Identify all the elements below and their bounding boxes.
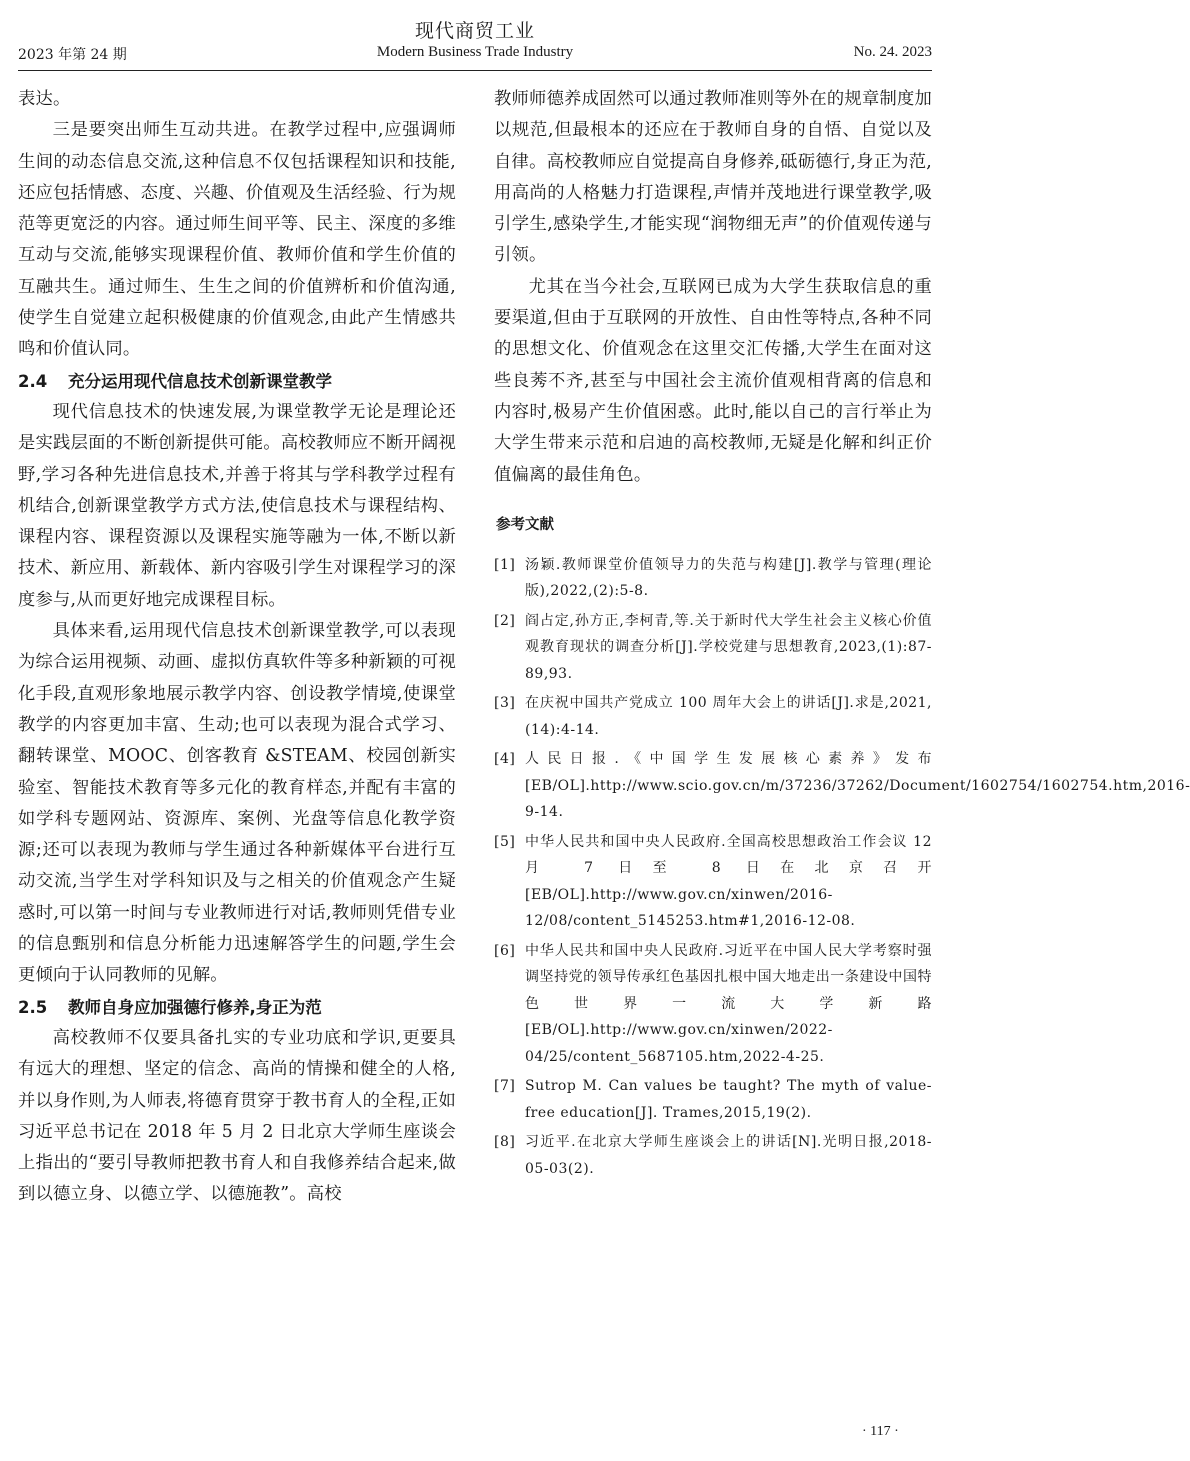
section-heading-2-5 [18, 992, 456, 1023]
reference-text: 在庆祝中国共产党成立 100 周年大会上的讲话[J].求是,2021,(14):4-14. [525, 695, 932, 738]
reference-text: 中华人民共和国中央人民政府.习近平在中国人民大学考察时强调坚持党的领导传承红色基因扎根中国大地走出一条建设中国特色世界一流大学新路[EB/OL].http://www.gov.cn/xinwen/2022-04/25/content_5687105.htm,2022-4-25. [525, 942, 932, 1065]
section-title: 充分运用现代信息技术创新课堂教学 [68, 371, 332, 391]
paragraph: 具体来看,运用现代信息技术创新课堂教学,可以表现为综合运用视频、动画、虚拟仿真软件等多种新颖的可视化手段,直观形象地展示教学内容、创设教学情境,使课堂教学的内容更加丰富、生动;也可以表现为混合式学习、翻转课堂、MOOC、创客教育 &STEAM、校园创新实验室、智能技术教育等多元化的教育样态,并配有丰富的如学科专题网站、资源库、案例、光盘等信息化教学资源;还可以表现为教师与学生通过各种新媒体平台进行互动交流,当学生对学科知识及与之相关的价值观念产生疑惑时,可以第一时间与专业教师进行对话,教师则凭借专业的信息甄别和信息分析能力迅速解答学生的问题,学生会更倾向于认同教师的见解。 [18, 621, 456, 986]
left-column [18, 84, 456, 1211]
page-number: · 117 · [862, 1424, 899, 1439]
reference-item [494, 1129, 932, 1182]
paragraph: 现代信息技术的快速发展,为课堂教学无论是理论还是实践层面的不断创新提供可能。高校教师应不断开阔视野,学习各种先进信息技术,并善于将其与学科教学过程有机结合,创新课堂教学方式方法,使信息技术与课程结构、课程内容、课程资源以及课程实施等融为一体,不断以新技术、新应用、新载体、新内容吸引学生对课程学习的深度参与,从而更好地完成课程目标。 [18, 401, 456, 610]
section-number: 2.5 [18, 997, 48, 1017]
reference-index: [1] [494, 556, 516, 573]
reference-text: 中华人民共和国中央人民政府.全国高校思想政治工作会议 12 月 7 日至 8 日在北京召开[EB/OL].http://www.gov.cn/xinwen/2016-12/08/content_5145253.htm#1,2016-12-08. [525, 833, 932, 930]
reference-index: [4] [494, 751, 516, 768]
reference-index: [2] [494, 612, 516, 629]
references-heading: 参考文献 [496, 516, 554, 533]
reference-index: [5] [494, 833, 516, 850]
reference-text: Sutrop M. Can values be taught? The myth of value-free education[J]. Trames,2015,19(2). [525, 1078, 932, 1121]
running-header [18, 44, 932, 66]
journal-title: 现代商贸工业 [414, 20, 535, 42]
reference-index: [8] [494, 1134, 516, 1151]
issue-number: No. 24. 2023 [853, 44, 932, 60]
paragraph: 表达。 [18, 89, 71, 109]
paragraph: 尤其在当今社会,互联网已成为大学生获取信息的重要渠道,但由于互联网的开放性、自由性等特点,各种不同的思想文化、价值观念在这里交汇传播,大学生在面对这些良莠不齐,甚至与中国社会主流价值观相背离的信息和内容时,极易产生价值困惑。此时,能以自己的言行举止为大学生带来示范和启迪的高校教师,无疑是化解和纠正价值偏离的最佳角色。 [494, 276, 932, 485]
reference-item [494, 746, 1190, 826]
header-divider [18, 70, 932, 71]
reference-text: 汤颖.教师课堂价值领导力的失范与构建[J].教学与管理(理论版),2022,(2):5-8. [525, 556, 932, 600]
reference-item [494, 552, 932, 605]
paragraph: 三是要突出师生互动共进。在教学过程中,应强调师生间的动态信息交流,这种信息不仅包括课程知识和技能,还应包括情感、态度、兴趣、价值观及生活经验、行为规范等更宽泛的内容。通过师生间平等、民主、深度的多维互动与交流,能够实现课程价值、教师价值和学生价值的互融共生。通过师生、生生之间的价值辨析和价值沟通,使学生自觉建立起积极健康的价值观念,由此产生情感共鸣和价值认同。 [18, 120, 456, 360]
right-column [494, 84, 1190, 1185]
reference-item [494, 829, 932, 935]
section-heading-2-4 [18, 366, 456, 397]
reference-text: 人民日报.《中国学生发展核心素养》发布[EB/OL].http://www.scio.gov.cn/m/37236/37262/Document/1602754/1602754.htm,2016-9-14. [525, 751, 1190, 821]
section-title: 教师自身应加强德行修养,身正为范 [68, 997, 322, 1017]
paragraph: 高校教师不仅要具备扎实的专业功底和学识,更要具有远大的理想、坚定的信念、高尚的情操和健全的人格,并以身作则,为人师表,将德育贯穿于教书育人的全程,正如习近平总书记在 2018 年 5 月 2 日北京大学师生座谈会上指出的“要引导教师把教书育人和自我修养结合起来,做到以德立身、以德立学、以德施教”。高校 [18, 1027, 456, 1205]
reference-text: 习近平.在北京大学师生座谈会上的讲话[N].光明日报,2018-05-03(2). [525, 1134, 932, 1177]
reference-index: [3] [494, 695, 516, 712]
reference-item [494, 938, 932, 1071]
reference-index: [6] [494, 942, 516, 959]
reference-item [494, 608, 932, 688]
reference-list [494, 552, 1190, 1183]
paragraph: 教师师德养成固然可以通过教师准则等外在的规章制度加以规范,但最根本的还应在于教师自身的自悟、自觉以及自律。高校教师应自觉提高自身修养,砥砺德行,身正为范,用高尚的人格魅力打造课程,声情并茂地进行课堂教学,吸引学生,感染学生,才能实现“润物细无声”的价值观传递与引领。 [494, 89, 932, 266]
reference-item [494, 690, 932, 743]
reference-index: [7] [494, 1078, 516, 1095]
reference-text: 阎占定,孙方正,李柯青,等.关于新时代大学生社会主义核心价值观教育现状的调查分析[J].学校党建与思想教育,2023,(1):87-89,93. [525, 612, 932, 682]
journal-english-title: Modern Business Trade Industry [376, 44, 574, 60]
reference-item [494, 1073, 932, 1126]
issue-label: 2023 年第 24 期 [18, 47, 127, 63]
section-number: 2.4 [18, 371, 48, 391]
